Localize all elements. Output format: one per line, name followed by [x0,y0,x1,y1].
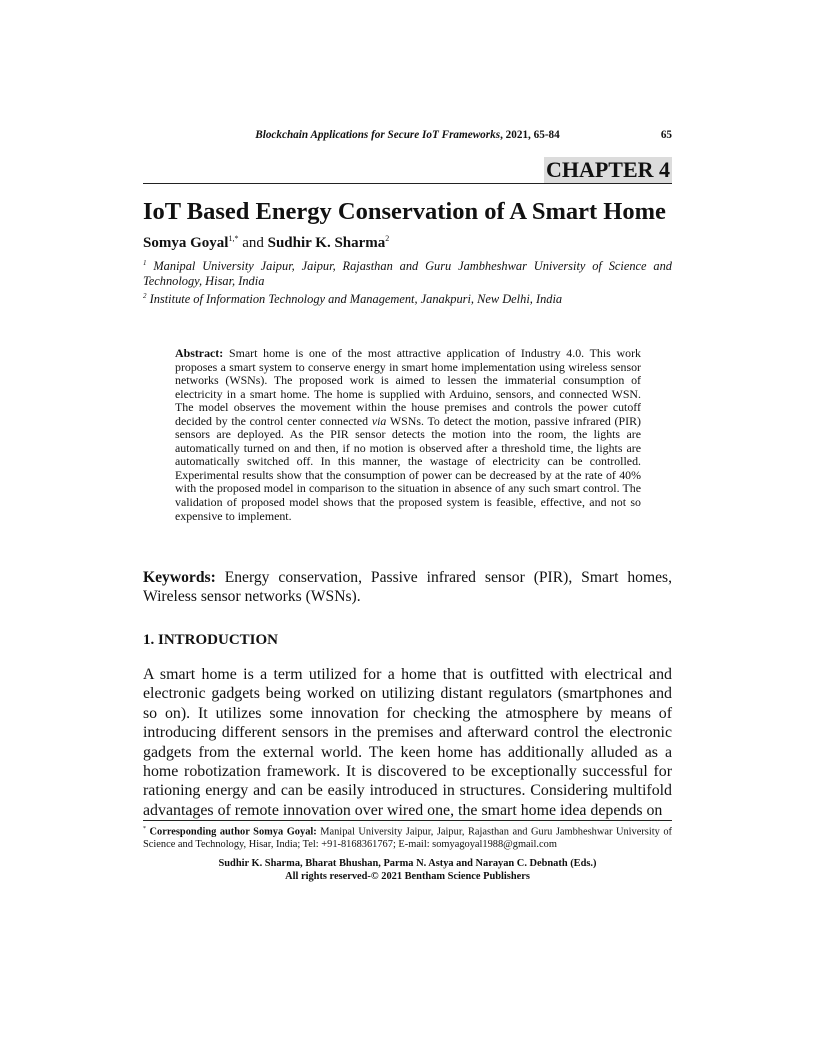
abstract-label: Abstract: [175,346,224,360]
author-sup: 2 [385,234,390,243]
affiliation [143,289,672,307]
affiliation-sup: 1 [143,259,147,267]
author-sup: 1,* [228,234,239,243]
abstract-via: via [371,413,387,428]
author-name: Somya Goyal [143,235,229,251]
chapter-label: CHAPTER 4 [545,157,670,182]
keywords-text: Energy conservation, Passive infrared sensor (PIR), Smart homes, Wireless sensor networks (WSNs). [143,569,672,605]
section-heading: 1. INTRODUCTION [143,632,279,648]
publisher-info [143,858,672,883]
footnote-sup: * [143,826,146,832]
affiliation-sup: 2 [143,292,147,300]
abstract [175,347,641,523]
footnote-label: Corresponding author Somya Goyal: [146,826,317,838]
footnote-text: Manipal University Jaipur, Jaipur, Rajasthan and Guru Jambheshwar University of Science and Technology, Hisar, India; Tel: +91-8168361767; E-mail: somyagoyal1988@gmail.com [143,826,672,851]
chapter-title: IoT Based Energy Conservation of A Smart Home [143,198,666,225]
body-paragraph: A smart home is a term utilized for a home that is outfitted with electrical and electronic gadgets being worked on utilizing distant regulators (smartphones and so on). It utilizes some innovation for checking the atmosphere by means of introducing different sensors in the premises and afterward control the electronic gadgets from the external world. The keen home has additionally alluded as a home robotization framework. It is discovered to be exceptionally successful for rationing energy and can be easily introduced in structures. Considering multifold advantages of remote innovation over wired one, the smart home idea depends on [143,666,672,819]
authors-and: and [238,235,268,251]
affiliation-text: Institute of Information Technology and Management, Janakpuri, New Delhi, India [146,292,563,307]
abstract-text: Smart home is one of the most attractive application of Industry 4.0. This work proposes a smart system to conserve energy in smart home implementation using wireless sensor networks (WSNs). The proposed work is aimed to lessen the immaterial consumption of electricity in a smart home. The home is supplied with Arduino, sensors, and connected WSN. The model observes the movement within the house premises and controls the power cutoff decided by the control center connected [175,346,641,428]
abstract-text: WSNs. To detect the motion, passive infrared (PIR) sensors are deployed. As the PIR sensor detects the motion into the room, the lights are automatically turned on and then, if no motion is observed after a threshold time, the lights are automatically switched off. In this manner, the wastage of electricity can be controlled. Experimental results show that the consumption of power can be decreased by at the rate of 40% with the proposed model in comparison to the situation in absence of any such smart control. The validation of proposed model shows that the proposed system is feasible, effective, and not so expensive to implement. [175,413,641,523]
page-number: 65 [660,129,672,141]
running-header [143,129,672,141]
footnote-rule [143,820,672,821]
authors [143,234,389,252]
affiliation-text: Manipal University Jaipur, Jaipur, Rajasthan and Guru Jambheshwar University of Science and Technology, Hisar, India [143,259,672,289]
header-rule [143,183,672,184]
book-title: Blockchain Applications for Secure IoT Frameworks [255,129,501,141]
keywords-label: Keywords: [143,569,216,586]
copyright: All rights reserved-© 2021 Bentham Science Publishers [285,870,530,882]
footnote [143,823,672,852]
keywords [143,568,672,606]
author-name: Sudhir K. Sharma [267,235,386,251]
year-pages: , 2021, 65-84 [500,129,560,141]
affiliation [143,256,672,289]
editors: Sudhir K. Sharma, Bharat Bhushan, Parma N. Astya and Narayan C. Debnath (Eds.) [218,858,597,869]
